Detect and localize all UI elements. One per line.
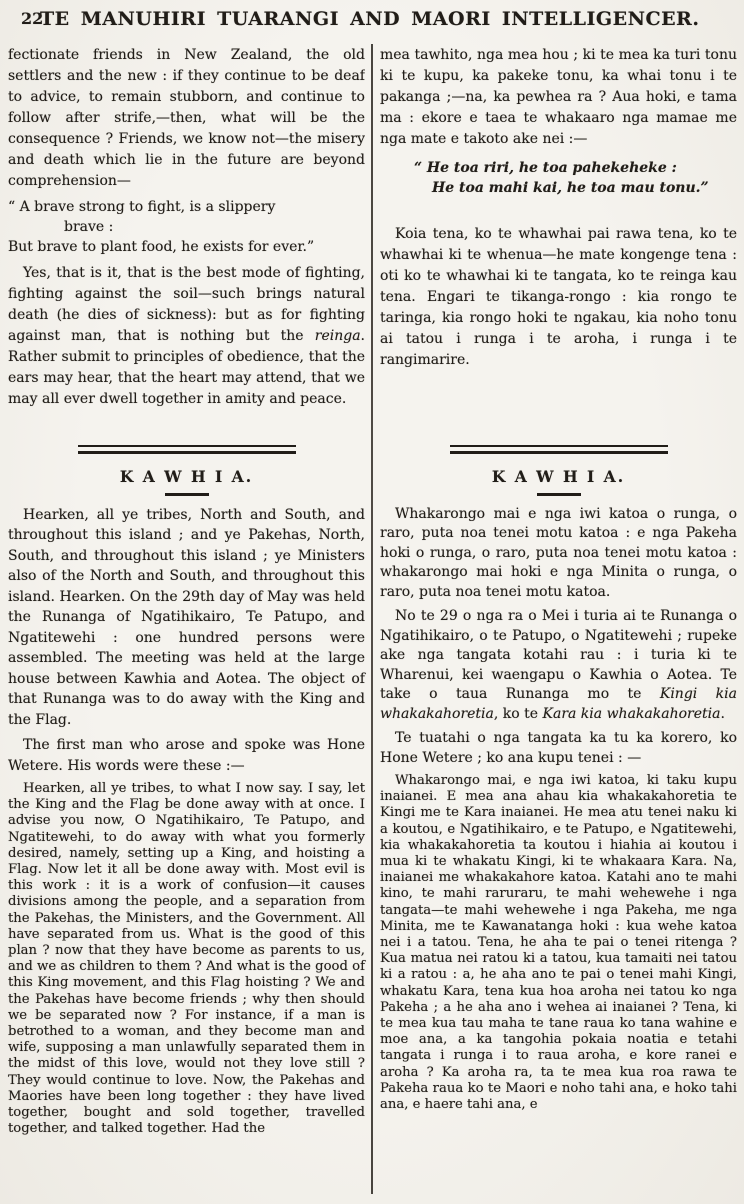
verse-line: He toa mahi kai, he toa mau tonu.” xyxy=(432,180,709,196)
section-divider xyxy=(78,445,296,454)
maori-column xyxy=(380,45,737,1113)
maori-speech-paragraph: Whakarongo mai, e nga iwi katoa, ki taku kupu inaianei. E mea ana ahau kia whakakahoretia te Kingi me te Kara inaianei. He mea atu tenei naku ki a koutou, e Ngatihikairo, e te Patupo, e Ngatitewehi, kia whakakahoretia ta koutou i hiahia ai koutou i mua ki te whakatu Kingi, ki te whakaara Kara. Na, inaianei me whakakahore katoa. Katahi ano te mahi kino, te mahi raruraru, te mahi wehewehe i nga tangata—te mahi wehewehe i nga Pakeha, me nga Minita, me te Kawanatanga hoki : kua wehe katoa nei i a tatou. Tena, he aha te pai o tenei ritenga ? Kua matua nei ratou ki a tatou, kua tamaiti nei tatou ki a ratou : a, he aha ano te pai o tenei mahi Kingi, whakatu Kara, tena kua hoa aroha nei tatou ko nga Pakeha ; a he aha ano i wehea ai inaianei ? Tena, ki te mea kua tau maha te tane raua ko tana wahine e moe ana, a ka tangohia pokaia noatia e tetahi tangata i runga i to raua aroha, e kore ranei e aroha ? Ka aroha ra, ta te mea kua roa rawa te Pakeha raua ko te Maori e noho tahi ana, e hoko tahi ana, e haere tahi ana, e xyxy=(380,773,737,1113)
maori-whakarongo-paragraph: Whakarongo mai e nga iwi katoa o runga, o raro, puta noa tenei motu katoa : e nga Pakeha hoki o runga, o raro, puta noa tenei motu katoa : whakarongo mai hoki e nga Minita o runga, o raro, puta noa tenei motu katoa. xyxy=(380,505,737,600)
english-yes-paragraph: Yes, that is it, that is the best mode of fighting, fighting against the soil—such brings natural death (he dies of sickness): but as for fighting against man, that is nothing but the reinga. Rather submit to principles of obedience, that the ears may hear, that the heart may attend, that we may all ever dwell together in amity and peace. xyxy=(8,265,365,407)
page-number: 22 xyxy=(21,9,44,28)
page-header xyxy=(0,0,744,40)
verse-line: brave : xyxy=(64,219,114,235)
english-speech-paragraph: Hearken, all ye tribes, to what I now say. I say, let the King and the Flag be done away with at once. I advise you now, O Ngatihikairo, Te Patupo, and Ngatitewehi, to do away with what you formerly desired, namely, setting up a King, and hoisting a Flag. Now let it all be done away with. Most evil is this work : it is a work of confusion—it causes divisions among the people, and a separation from the Pakehas, the Ministers, and the Government. All have separated from us. What is the good of this plan ? now that they have become as parents to us, and we as children to them ? And what is the good of this King movement, and this Flag hoisting ? We and the Pakehas have become friends ; why then should we be separated now ? For instance, if a man is betrothed to a woman, and they become man and wife, supposing a man unlawfully separated them in the midst of this love, would not they love still ? They would continue to love. Now, the Pakehas and Maories have been long together : they have lived together, bought and sold together, travelled together, and talked together. Had the xyxy=(8,781,365,1137)
english-continued-paragraph: fectionate friends in New Zealand, the old settlers and the new : if they continue to be deaf to advice, to remain stubborn, and continue to follow after strife,—then, what will be the consequence ? Friends, we know not—the misery and death which lie in the future are beyond comprehension— xyxy=(8,47,365,189)
maori-no-te-29-paragraph: No te 29 o nga ra o Mei i turia ai te Runanga o Ngatihikairo, o te Patupo, o Ngatitewehi ; rupeke ake nga tangata kotahi rau : i turia ki te Wharenui, kei waengapu o Kawhia o Aotea. Te take o taua Runanga mo te Kingi kia whakakahoretia, ko te Kara kia whakakahoretia. xyxy=(380,608,737,722)
masthead-title: TE MANUHIRI TUARANGI AND MAORI INTELLIGENCER. xyxy=(40,8,700,30)
heading-rule xyxy=(165,493,209,496)
english-top-section xyxy=(8,45,365,437)
verse-line: But brave to plant food, he exists for ever.” xyxy=(8,239,315,255)
english-first-man-paragraph: The first man who arose and spoke was Hone Wetere. His words were these :— xyxy=(8,737,365,774)
verse-line: “ A brave strong to fight, is a slippery xyxy=(8,199,276,215)
verse-line: “ He toa riri, he toa pahekeheke : xyxy=(414,160,677,176)
english-verse-quote xyxy=(8,197,365,257)
maori-top-section xyxy=(380,45,737,437)
maori-verse-quote xyxy=(380,158,737,198)
english-column xyxy=(8,45,365,1137)
maori-koia-paragraph: Koia tena, ko te whawhai pai rawa tena, ko te whawhai ki te whenua—he mate kongenge tena : oti ko te whawhai ki te tangata, ko te reinga kau tena. Engari te tikanga-rongo : kia rongo te taringa, kia rongo hoki te ngakau, kia noho tonu ai tatou i runga i te aroha, i runga i te rangimarire. xyxy=(380,226,737,368)
english-section-heading: K A W H I A. xyxy=(119,467,254,486)
maori-section-heading: K A W H I A. xyxy=(491,467,626,486)
maori-continued-paragraph: mea tawhito, nga mea hou ; ki te mea ka turi tonu ki te kupu, ka pakeke tonu, ka whai tonu i te pakanga ;—na, ka pewhea ra ? Aua hoki, e tama ma : ekore e taea te whakaaro nga mamae me nga mate e takoto ake nei :— xyxy=(380,47,737,147)
section-divider xyxy=(450,445,668,454)
heading-rule xyxy=(537,493,581,496)
column-divider-rule xyxy=(371,44,373,1194)
maori-tuatahi-paragraph: Te tuatahi o nga tangata ka tu ka korero, ko Hone Wetere ; ko ana kupu tenei : — xyxy=(380,730,737,766)
english-hearken-paragraph: Hearken, all ye tribes, North and South, and throughout this island ; and ye Pakehas, North, South, and throughout this island ; ye Ministers also of the North and South, and throughout this island. Hearken. On the 29th day of May was held the Runanga of Ngatihikairo, Te Patupo, and Ngatitewehi : one hundred persons were assembled. The meeting was held at the large house between Kawhia and Aotea. The object of that Runanga was to do away with the King and the Flag. xyxy=(8,506,365,728)
